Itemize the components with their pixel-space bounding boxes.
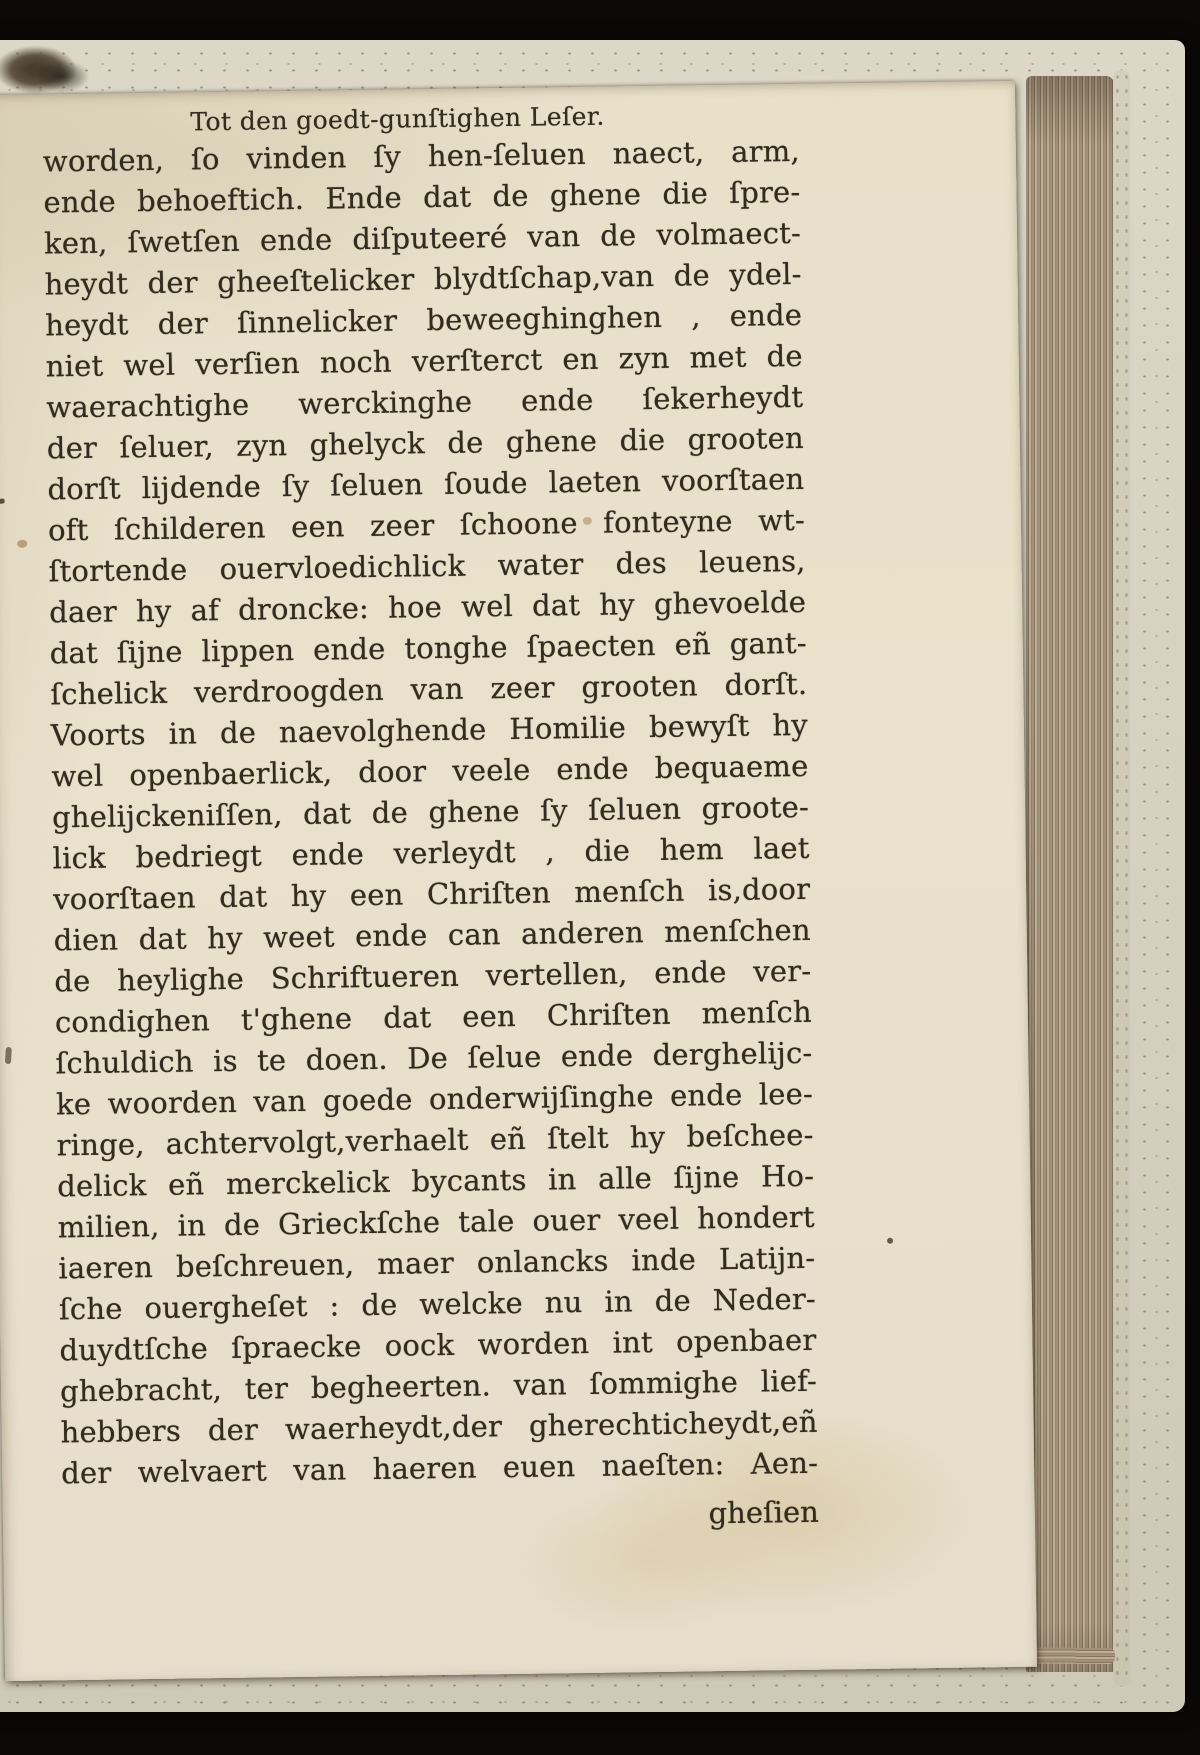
book-cover (0, 40, 1185, 1712)
text-line: worden, ſo vinden ſy hen-ſeluen naect, arm, (42, 133, 801, 179)
foxing-spot (17, 540, 27, 548)
fore-edge-highlight (1113, 70, 1130, 1686)
text-line: heydt der ſinnelicker beweeghinghen , ende (44, 297, 803, 343)
text-line: condighen t'ghene dat een Chriſten menſch (54, 994, 813, 1040)
page-stack-fore-edge (1026, 76, 1114, 1672)
text-line: ke woorden van goede onderwijſinghe ende lee- (55, 1076, 814, 1122)
text-line: duydtſche ſpraecke oock worden int openbaer (59, 1322, 817, 1368)
text-line: dat ſijne lippen ende tonghe ſpaecten eñ gant- (49, 625, 807, 671)
text-line: heydt der gheeſtelicker blydtſchap,van de ydel- (44, 256, 802, 302)
margin-mark (0, 498, 5, 505)
text-line: waerachtighe werckinghe ende ſekerheydt (46, 379, 804, 425)
text-line: ghelijckeniſſen, dat de ghene ſy ſeluen groote- (51, 789, 810, 835)
text-line: ſchuldich is te doen. De ſelue ende derghelijc- (55, 1035, 813, 1081)
text-line: der welvaert van haeren euen naeſten: Aen- (60, 1445, 819, 1491)
page-header: Tot den goedt-gunſtighen Leſer. (190, 101, 605, 137)
text-line: ende behoeftich. Ende dat de ghene die ſpre- (43, 174, 801, 220)
text-line: wel openbaerlick, door veele ende bequaeme (51, 748, 809, 794)
text-line: delick eñ merckelick bycants in alle ſijne Ho- (56, 1158, 815, 1204)
text-line: lick bedriegt ende verleydt , die hem laet (52, 830, 810, 876)
text-line: daer hy af droncke: hoe wel dat hy ghevoelde (48, 584, 807, 630)
text-block (42, 98, 819, 1543)
text-line: ghebracht, ter begheerten. van ſommighe lief- (59, 1363, 818, 1409)
text-line: dien dat hy weet ende can anderen menſchen (53, 912, 811, 958)
text-line: dorſt lijdende ſy ſeluen ſoude laeten voorſtaen (47, 461, 805, 507)
body-text (43, 131, 819, 1494)
text-line: der ſeluer, zyn ghelyck de ghene die grooten (46, 420, 805, 466)
text-line: ſtortende ouervloedichlick water des leuens, (48, 543, 806, 589)
text-line: hebbers der waerheydt,der gherechticheydt,eñ (60, 1404, 818, 1450)
text-line: niet wel verſien noch verſterct en zyn met de (45, 338, 803, 384)
text-line: ſchelick verdroogden van zeer grooten dorſt. (50, 666, 808, 712)
text-line: de heylighe Schriftueren vertellen, ende ver- (54, 953, 812, 999)
text-line: ſche ouergheſet : de welcke nu in de Neder- (58, 1281, 817, 1327)
text-line: ken, ſwetſen ende diſputeeré van de volmaect- (43, 215, 802, 261)
text-line: voorſtaen dat hy een Chriſten menſch is,door (52, 871, 811, 917)
catchword: gheſien (708, 1494, 820, 1531)
text-line: Voorts in de naevolghende Homilie bewyſt hy (50, 707, 809, 753)
text-line: milien, in de Grieckſche tale ouer veel hondert (57, 1199, 815, 1245)
ink-spot (887, 1238, 893, 1244)
text-line: iaeren beſchreuen, maer onlancks inde Latijn- (58, 1240, 816, 1286)
text-line: oft ſchilderen een zeer ſchoone fonteyne wt- (47, 502, 806, 548)
book-page (0, 81, 1037, 1681)
margin-mark (5, 1047, 12, 1064)
text-line: ringe, achtervolgt,verhaelt eñ ſtelt hy beſchee- (56, 1117, 814, 1163)
